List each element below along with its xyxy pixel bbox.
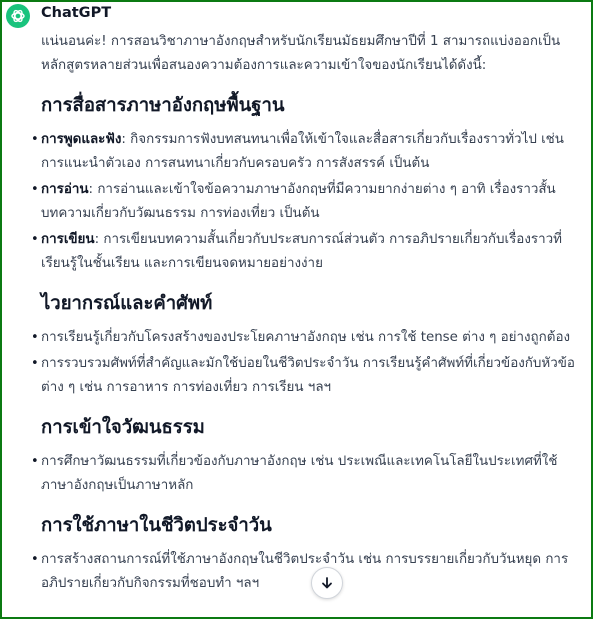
list-item-text: การรวบรวมศัพท์ที่สำคัญและมักใช้บ่อยในชีวิตประจำวัน การเรียนรู้คำศัพท์ที่เกี่ยวข้องกับหัวข้อต่าง ๆ เช่น การอาหาร การท่องเที่ยว การเรียน ฯลฯ bbox=[41, 356, 575, 395]
section-heading: ไวยากรณ์และคำศัพท์ bbox=[41, 293, 213, 314]
bullet-list bbox=[41, 450, 581, 498]
list-item-text: : การอ่านและเข้าใจข้อความภาษาอังกฤษที่มีความยากง่ายต่าง ๆ อาทิ เรื่องราวสั้น บทความเกี่ยวกับวัฒนธรรม การท่องเที่ยว เป็นต้น bbox=[41, 182, 556, 221]
list-item-text: : กิจกรรมการฟังบทสนทนาเพื่อให้เข้าใจและสื่อสารเกี่ยวกับเรื่องราวทั่วไป เช่น การแนะนำตัวเอง การสนทนาเกี่ยวกับครอบครัว การสังสรรค์ เป็นต้น bbox=[41, 132, 564, 171]
list-item-text: การศึกษาวัฒนธรรมที่เกี่ยวข้องกับภาษาอังกฤษ เช่น ประเพณีและเทคโนโลยีในประเทศที่ใช้ภาษาอังกฤษเป็นภาษาหลัก bbox=[41, 454, 558, 493]
intro-paragraph: แน่นอนค่ะ! การสอนวิชาภาษาอังกฤษสำหรับนักเรียนมัธยมศึกษาปีที่ 1 สามารถแบ่งออกเป็นหลักสูตรหลายส่วนเพื่อสนองความต้องการและความเข้าใจของนักเรียนได้ดังนี้: bbox=[41, 34, 561, 73]
list-item bbox=[41, 450, 581, 498]
list-item-label: การเขียน bbox=[41, 232, 95, 247]
scroll-to-bottom-button[interactable] bbox=[311, 567, 343, 599]
section-heading: การสื่อสารภาษาอังกฤษพื้นฐาน bbox=[41, 95, 285, 116]
bullet-list bbox=[41, 128, 581, 276]
list-item-text: การเรียนรู้เกี่ยวกับโครงสร้างของประโยคภาษาอังกฤษ เช่น การใช้ tense ต่าง ๆ อย่างถูกต้อง bbox=[41, 330, 571, 345]
message-content bbox=[41, 30, 581, 596]
section-heading: การเข้าใจวัฒนธรรม bbox=[41, 417, 205, 438]
bullet-list bbox=[41, 326, 581, 400]
list-item bbox=[41, 326, 581, 350]
message-author: ChatGPT bbox=[41, 5, 112, 21]
list-item bbox=[41, 178, 581, 226]
list-item bbox=[41, 548, 581, 596]
openai-logo-icon bbox=[6, 4, 30, 28]
list-item-text: : การเขียนบทความสั้นเกี่ยวกับประสบการณ์ส่วนตัว การอภิปรายเกี่ยวกับเรื่องราวที่เรียนรู้ในชั้นเรียน และการเขียนจดหมายอย่างง่าย bbox=[41, 232, 562, 271]
list-item-label: การอ่าน bbox=[41, 182, 89, 197]
list-item bbox=[41, 128, 581, 176]
section-heading: การใช้ภาษาในชีวิตประจำวัน bbox=[41, 515, 272, 536]
list-item bbox=[41, 352, 581, 400]
list-item-label: การพูดและฟัง bbox=[41, 132, 122, 147]
message-sections bbox=[41, 92, 581, 596]
bullet-list bbox=[41, 548, 581, 596]
arrow-down-icon bbox=[320, 576, 334, 590]
list-item bbox=[41, 228, 581, 276]
list-item-text: การสร้างสถานการณ์ที่ใช้ภาษาอังกฤษในชีวิตประจำวัน เช่น การบรรยายเกี่ยวกับวันหยุด การอภิปรายเกี่ยวกับกิจกรรมที่ชอบทำ ฯลฯ bbox=[41, 552, 569, 591]
